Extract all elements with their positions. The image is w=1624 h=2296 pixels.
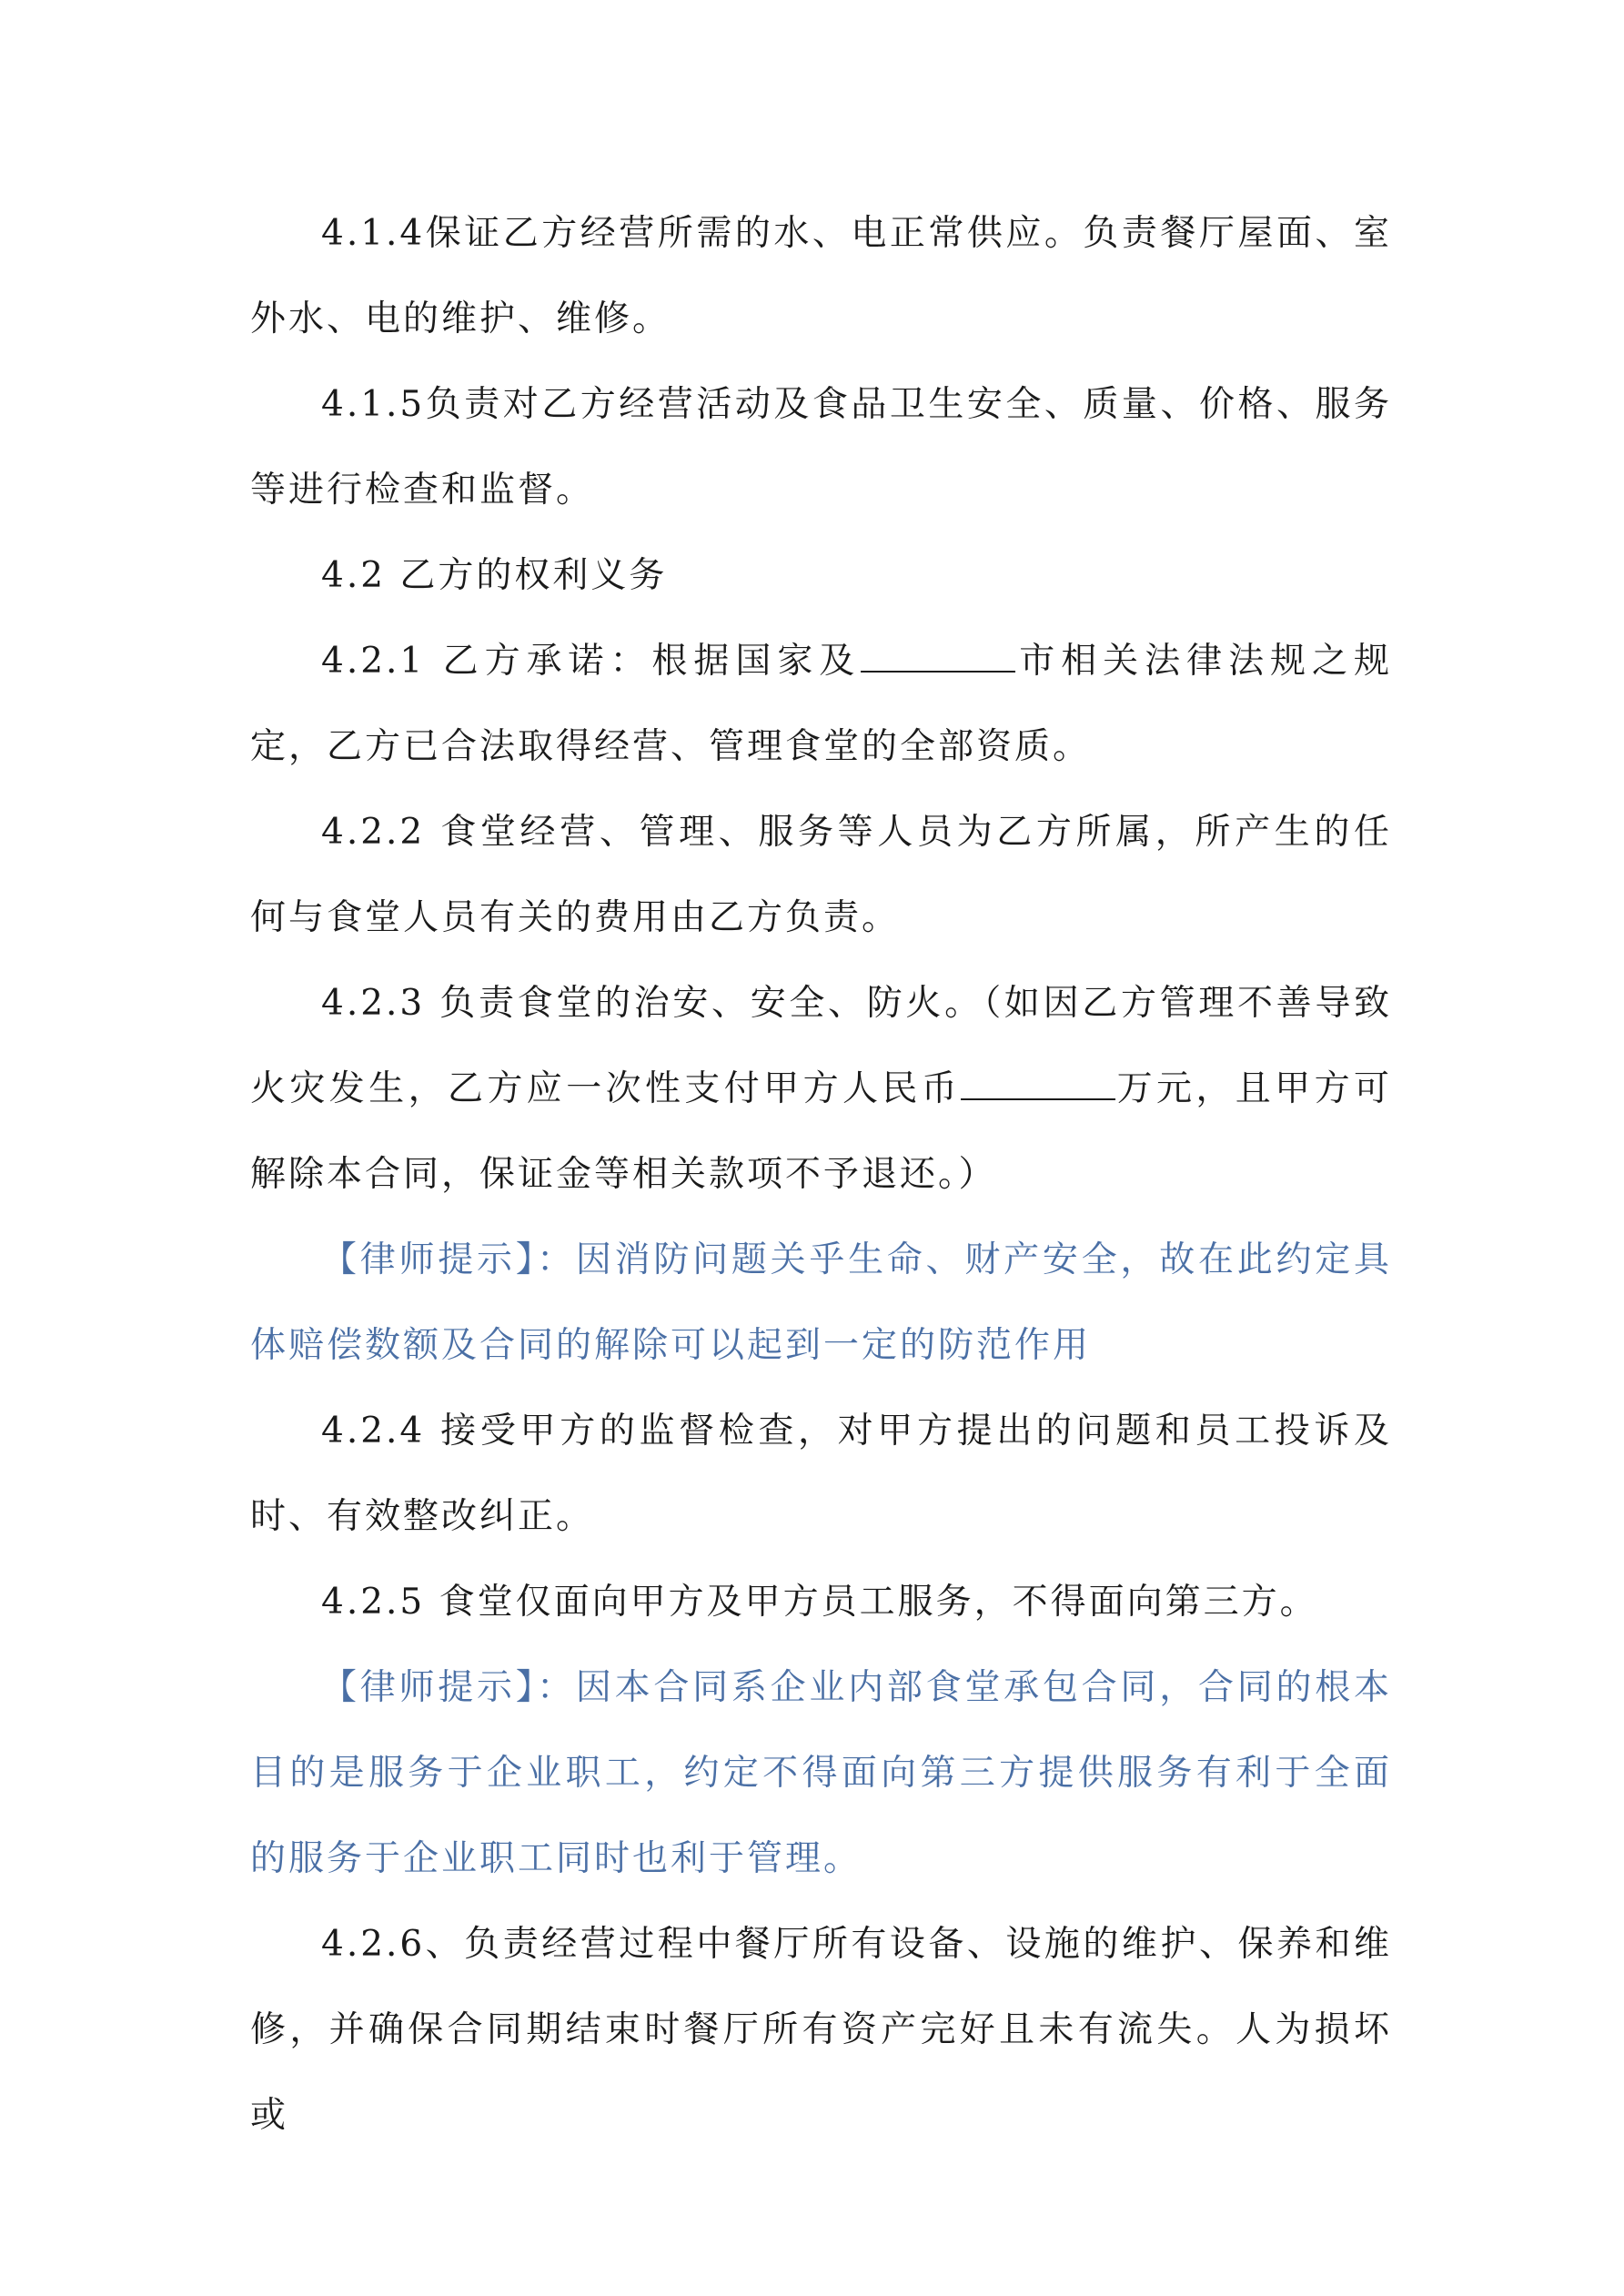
lawyer-note-label: 【律师提示】 [321, 1239, 538, 1280]
clause-4-2-6: 4.2.6、负责经营过程中餐厅所有设备、设施的维护、保养和维修，并确保合同期结束时餐厅所有资产完好且未有流失。人为损坏或 [250, 1924, 1392, 2136]
clause-4-1-5: 4.1.5负责对乙方经营活动及食品卫生安全、质量、价格、服务等进行检查和监督。 [250, 384, 1392, 511]
clause-4-2-3-before: 4.2.3 负责食堂的治安、安全、防火。（如因乙方管理不善导致火灾发生，乙方应一次性支付甲方人民币 [250, 983, 1392, 1109]
lawyer-note-label: 【律师提示】 [321, 1667, 538, 1708]
lawyer-note-1 [250, 1218, 1392, 1389]
clause-4-2-3 [250, 961, 1392, 1218]
clause-4-2-3-after: 万元，且甲方可解除本合同，保证金等相关款项不予退还。） [250, 1068, 1392, 1195]
section-4-2-heading: 4.2 乙方的权利义务 [321, 555, 668, 596]
lawyer-note-text: ：因消防问题关乎生命、财产安全，故在此约定具体赔偿数额及合同的解除可以起到一定的防范作用 [250, 1239, 1392, 1366]
clause-4-2-4: 4.2.4 接受甲方的监督检查，对甲方提出的问题和员工投诉及时、有效整改纠正。 [250, 1411, 1392, 1537]
clause-4-1-4: 4.1.4保证乙方经营所需的水、电正常供应。负责餐厅屋面、室外水、电的维护、维修。 [250, 213, 1392, 339]
clause-4-2-1-before: 4.2.1 乙方承诺：根据国家及 [321, 641, 862, 682]
clause-4-2-2: 4.2.2 食堂经营、管理、服务等人员为乙方所属，所产生的任何与食堂人员有关的费用由乙方负责。 [250, 812, 1392, 938]
clause-4-2-1 [250, 619, 1392, 790]
contract-page [250, 191, 1392, 2193]
amount-blank [961, 1097, 1115, 1100]
lawyer-note-2 [250, 1645, 1392, 1902]
clause-4-2-5: 4.2.5 食堂仅面向甲方及甲方员工服务，不得面向第三方。 [321, 1582, 1318, 1623]
lawyer-note-text: ：因本合同系企业内部食堂承包合同，合同的根本目的是服务于企业职工，约定不得面向第三方提供服务有利于全面的服务于企业职工同时也利于管理。 [250, 1667, 1392, 1879]
clause-4-2-1-after: 市相关法律法规之规定，乙方已合法取得经营、管理食堂的全部资质。 [250, 641, 1392, 767]
city-blank [861, 670, 1015, 673]
